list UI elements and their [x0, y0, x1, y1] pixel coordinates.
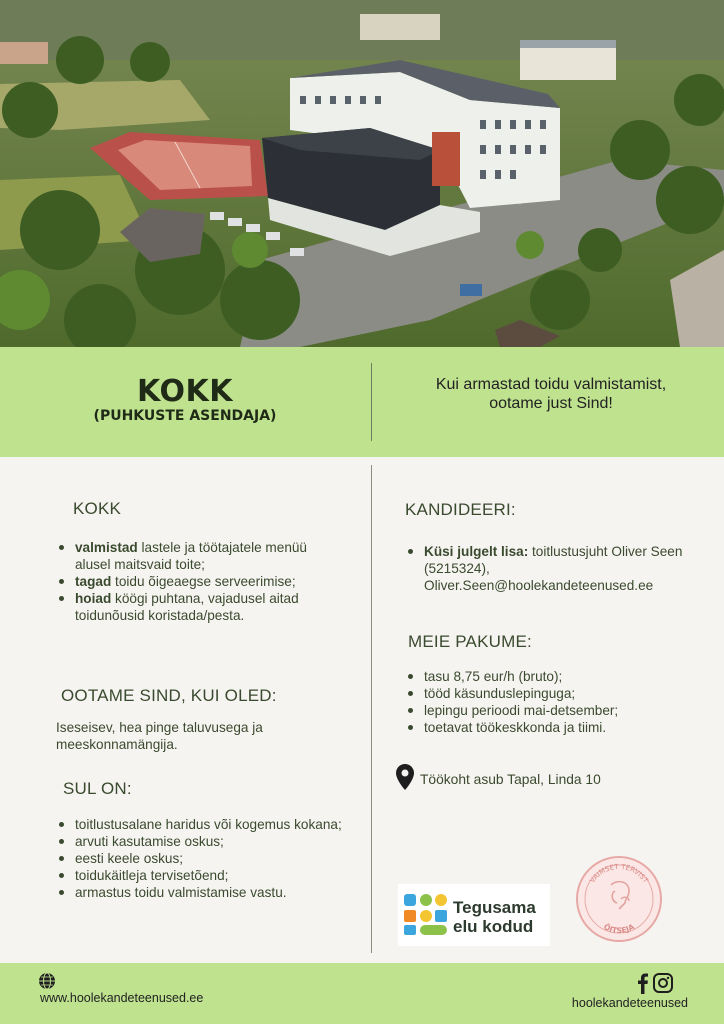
- website-link[interactable]: www.hoolekandeteenused.ee: [40, 991, 204, 1005]
- requirement-item: eesti keele oskus;: [55, 850, 345, 867]
- program-logo-text: Tegusama elu kodud: [453, 898, 536, 936]
- hero-photo: [0, 0, 724, 347]
- offer-heading: MEIE PAKUME:: [408, 632, 532, 651]
- mental-health-badge: [575, 855, 663, 943]
- requirement-item: toitlustusalane haridus või kogemus kokana;: [55, 816, 345, 833]
- map-pin-icon: [396, 764, 414, 790]
- social-handle[interactable]: hoolekandeteenused: [571, 996, 688, 1010]
- requirement-item: armastus toidu valmistamise vastu.: [55, 884, 345, 901]
- badge-top-text: VAIMSET TERVIST: [588, 862, 650, 885]
- column-divider: [371, 465, 372, 953]
- offer-item: lepingu perioodi mai-detsember;: [404, 702, 704, 719]
- tagline: Kui armastad toidu valmistamist, ootame just Sind!: [435, 376, 667, 412]
- program-logo: [398, 884, 550, 946]
- aerial-school-photo: [0, 0, 724, 347]
- requirements-list: [55, 816, 345, 901]
- footer: [0, 963, 724, 1024]
- job-subtitle: (PUHKUSTE ASENDAJA): [93, 408, 277, 424]
- title-band: [0, 347, 724, 457]
- badge-bottom-text: ÕITSEJA: [602, 922, 636, 936]
- requirement-item: toidukäitleja tervisetõend;: [55, 867, 345, 884]
- globe-icon: [38, 972, 56, 990]
- offer-item: toetavat töökeskkonda ja tiimi.: [404, 719, 704, 736]
- duty-item: hoiad köögi puhtana, vajadusel aitad toidunõusid koristada/pesta.: [55, 590, 335, 624]
- job-title: KOKK: [137, 374, 233, 409]
- apply-list: [404, 543, 704, 594]
- location-text: Töökoht asub Tapal, Linda 10: [420, 772, 601, 787]
- duty-item: tagad toidu õigeaegse serveerimise;: [55, 573, 335, 590]
- offer-list: [404, 668, 704, 736]
- candidate-text: Iseseisev, hea pinge taluvusega ja meeskonnamängija.: [56, 720, 263, 752]
- program-logo-mark: [404, 894, 448, 938]
- duty-item: valmistad lastele ja töötajatele menüü alusel maitsvaid toite;: [55, 539, 335, 573]
- facebook-icon[interactable]: [638, 974, 648, 995]
- apply-contact: Küsi julgelt lisa: toitlustusjuht Oliver Seen (5215324), Oliver.Seen@hoolekandeteenused.ee: [404, 543, 704, 594]
- apply-heading: KANDIDEERI:: [405, 500, 516, 519]
- offer-item: tööd käsunduslepinguga;: [404, 685, 704, 702]
- instagram-icon[interactable]: [654, 974, 672, 992]
- duties-list: [55, 539, 335, 624]
- band-divider: [371, 363, 372, 441]
- duties-heading: KOKK: [73, 499, 122, 518]
- requirements-heading: SUL ON:: [63, 779, 132, 798]
- candidate-heading: OOTAME SIND, KUI OLED:: [61, 686, 277, 705]
- offer-item: tasu 8,75 eur/h (bruto);: [404, 668, 704, 685]
- requirement-item: arvuti kasutamise oskus;: [55, 833, 345, 850]
- social-icons: [634, 972, 674, 994]
